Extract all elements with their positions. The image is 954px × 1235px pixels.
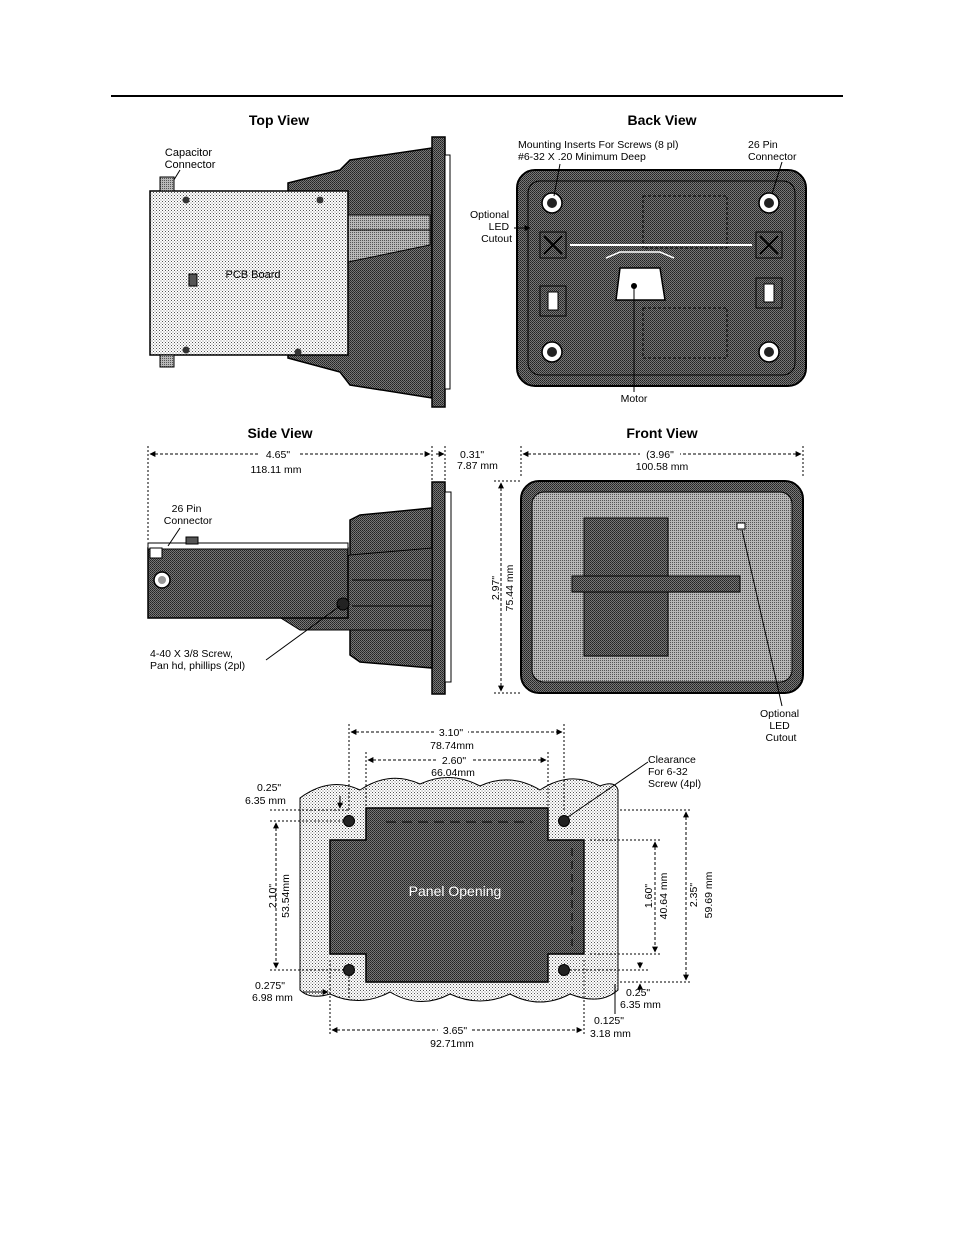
dim-0275-in: 0.275" (255, 980, 286, 992)
back-pin-connector-label: 26 Pin Connector (748, 139, 797, 163)
mounting-inserts-label: Mounting Inserts For Screws (8 pl) #6-32 X .20 Minimum Deep (518, 139, 679, 163)
front-led-cutout (737, 523, 745, 529)
top-view (150, 112, 450, 407)
dim-0125-mm: 3.18 mm (590, 1028, 631, 1040)
dim-025b-in: 0.25" (626, 987, 651, 999)
side-length-in: 4.65" (265, 449, 291, 461)
dim-210-mm: 53.54mm (280, 874, 292, 918)
clearance-hole-tr (559, 816, 570, 827)
panel-cutout-drawing (245, 724, 715, 1050)
side-screw (337, 598, 349, 610)
back-view (470, 112, 806, 405)
display-bar (572, 576, 740, 592)
side-flange-in: 0.31" (460, 449, 485, 461)
dim-210-in: 2.10" (267, 883, 279, 909)
side-length-mm: 118.11 mm (250, 464, 302, 476)
motor-body (616, 268, 665, 300)
front-width-in: (3.96" (646, 449, 674, 461)
dim-025b-mm: 6.35 mm (620, 999, 661, 1011)
dim-160-in: 1.60" (643, 883, 655, 909)
back-optional-led-label: Optional LED Cutout (469, 209, 512, 245)
side-pin-connector-label: 26 Pin Connector (163, 503, 213, 527)
top-view-title: Top View (248, 112, 310, 128)
front-optional-led-label: Optional LED Cutout (759, 708, 800, 744)
side-view (148, 425, 498, 694)
pcb-board-label: PCB Board (225, 269, 281, 281)
front-height-mm: 75.44 mm (504, 564, 516, 612)
front-view (490, 425, 803, 744)
side-view-title: Side View (247, 425, 313, 441)
dim-260-in: 2.60" (441, 755, 467, 767)
side-flange-mm: 7.87 mm (457, 460, 498, 472)
front-view-title: Front View (626, 425, 698, 441)
dim-025a-mm: 6.35 mm (245, 795, 286, 807)
dim-260-mm: 66.04mm (431, 767, 475, 779)
dim-310-in: 3.10" (438, 727, 464, 739)
front-flange-top (432, 137, 445, 407)
clearance-hole-tl (344, 816, 355, 827)
dim-0275-mm: 6.98 mm (252, 992, 293, 1004)
panel-opening-label: Panel Opening (408, 883, 502, 899)
dim-365-mm: 92.71mm (430, 1038, 474, 1050)
dim-235-in: 2.35" (688, 882, 700, 908)
dim-025a-in: 0.25" (257, 782, 282, 794)
clearance-hole-br (559, 965, 570, 976)
dim-0125-in: 0.125" (594, 1015, 625, 1027)
dim-160-mm: 40.64 mm (658, 872, 670, 920)
dim-310-mm: 78.74mm (430, 740, 474, 752)
motor-label: Motor (620, 393, 648, 405)
capacitor-connector-label: Capacitor Connector (164, 147, 216, 171)
back-view-title: Back View (627, 112, 697, 128)
side-pcb (148, 548, 348, 618)
clearance-hole-bl (344, 965, 355, 976)
front-height-in: 2.97" (490, 575, 502, 601)
screw-note-label: 4-40 X 3/8 Screw, Pan hd, phillips (2pl) (150, 648, 246, 672)
dim-235-mm: 59.69 mm (703, 871, 715, 919)
clearance-label: Clearance For 6-32 Screw (4pl) (648, 754, 702, 790)
side-flange (432, 482, 445, 694)
dim-365-in: 3.65" (442, 1025, 468, 1037)
front-width-mm: 100.58 mm (635, 461, 689, 473)
